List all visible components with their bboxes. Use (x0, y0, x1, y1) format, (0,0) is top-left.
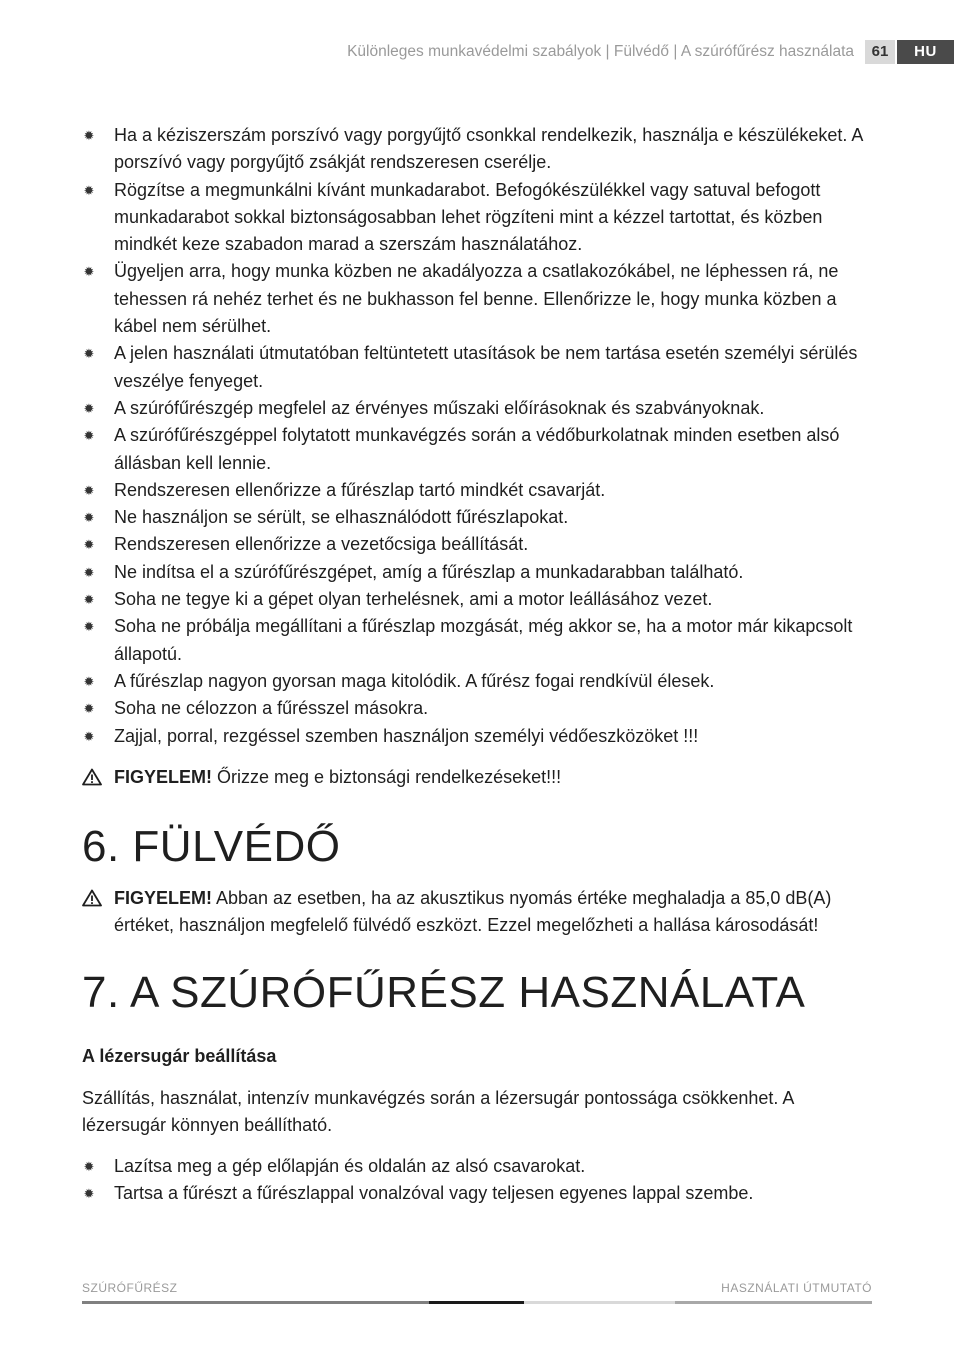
language-badge: HU (897, 40, 954, 64)
footer-bar-segment (524, 1301, 675, 1304)
bullet-icon: ✹ (83, 128, 95, 143)
bullet-icon: ✹ (83, 400, 95, 416)
subheading: A lézersugár beállítása (82, 1046, 277, 1066)
list-item: ✹ Lazítsa meg a gép előlapján és oldalán az alsó csavarokat. (82, 1153, 882, 1180)
list-item: ✹ Ne indítsa el a szúrófűrészgépet, amíg a fűrészlap a munkadarabban található. (82, 559, 882, 586)
list-item: ✹ Soha ne próbálja megállítani a fűrészlap mozgását, még akkor se, ha a motor már kikapcsolt állapotú. (82, 613, 882, 668)
bullet-icon: ✹ (83, 482, 95, 498)
bullet-icon: ✹ (83, 537, 95, 553)
list-item: ✹ Rendszeresen ellenőrizze a vezetőcsiga beállítását. (82, 531, 882, 558)
list-item: ✹ Soha ne tegye ki a gépet olyan terhelésnek, ami a motor leállásához vezet. (82, 586, 882, 613)
paragraph: Szállítás, használat, intenzív munkavégzés során a lézersugár pontossága csökkenhet. A lézersugár könnyen beállítható. (82, 1088, 794, 1136)
steps-list (82, 1153, 882, 1208)
footer-bar-segment (429, 1301, 524, 1304)
warning-icon (82, 889, 102, 907)
bullet-icon: ✹ (83, 182, 95, 198)
running-header: Különleges munkavédelmi szabályok | Fülvédő | A szúrófűrész használata (347, 43, 854, 60)
footer-doc-type: HASZNÁLATI ÚTMUTATÓ (721, 1281, 872, 1295)
warning-label: FIGYELEM! (114, 888, 212, 908)
warning-text: Abban az esetben, ha az akusztikus nyomás értéke meghaladja a 85,0 dB(A) értéket, használjon megfelelő fülvédő eszközt. Ezzel megelőzheti a hallása károsodását! (114, 888, 832, 935)
list-item: ✹ Rögzítse a megmunkálni kívánt munkadarabot. Befogókészülékkel vagy satuval befogott munkadarabot sokkal biztonságosabban lehet rögzíteni mint a kézzel tartottat, és közben mindkét keze szabadon marad a szerszám használatához. (82, 177, 882, 259)
bullet-icon: ✹ (83, 510, 95, 526)
list-item: ✹ A jelen használati útmutatóban feltüntetett utasítások be nem tartása esetén személyi sérülés veszélye fenyeget. (82, 340, 882, 395)
bullet-icon: ✹ (83, 673, 95, 689)
bullet-icon: ✹ (83, 1159, 95, 1174)
warning-text: Őrizze meg e biztonsági rendelkezéseket!!! (212, 767, 562, 787)
bullet-icon: ✹ (83, 1186, 95, 1202)
list-item: ✹ Rendszeresen ellenőrizze a fűrészlap tartó mindkét csavarját. (82, 477, 882, 504)
list-item: ✹ Ne használjon se sérült, se elhasználódott fűrészlapokat. (82, 504, 882, 531)
list-item: ✹ A szúrófűrészgép megfelel az érvényes műszaki előírásoknak és szabványoknak. (82, 395, 882, 422)
section-title-6: 6. FÜLVÉDŐ (82, 822, 341, 871)
bullet-icon: ✹ (83, 619, 95, 635)
list-item: ✹ Zajjal, porral, rezgéssel szemben használjon személyi védőeszközöket !!! (82, 723, 882, 750)
warning-icon (82, 768, 102, 786)
warning-label: FIGYELEM! (114, 767, 212, 787)
list-item: ✹ Ha a kéziszerszám porszívó vagy porgyűjtő csonkkal rendelkezik, használja e készülékeket. A porszívó vagy porgyűjtő zsákját rendszeresen cserélje. (82, 122, 882, 177)
footer-bar-segment (675, 1301, 872, 1304)
list-item: ✹ Soha ne célozzon a fűrésszel másokra. (82, 695, 882, 722)
bullet-icon: ✹ (83, 346, 95, 362)
bullet-icon: ✹ (83, 264, 95, 280)
safety-list (82, 122, 882, 750)
bullet-icon: ✹ (83, 728, 95, 744)
section-title-7: 7. A SZÚRÓFŰRÉSZ HASZNÁLATA (82, 968, 806, 1017)
footer-product: SZÚRÓFŰRÉSZ (82, 1281, 178, 1295)
list-item: ✹ Tartsa a fűrészt a fűrészlappal vonalzóval vagy teljesen egyenes lappal szembe. (82, 1180, 882, 1207)
bullet-icon: ✹ (83, 428, 95, 444)
list-item: ✹ A szúrófűrészgéppel folytatott munkavégzés során a védőburkolatnak minden esetben alsó állásban kell lennie. (82, 422, 882, 477)
page-number: 61 (865, 40, 895, 64)
list-item: ✹ A fűrészlap nagyon gyorsan maga kitolódik. A fűrész fogai rendkívül élesek. (82, 668, 882, 695)
footer-bar-segment (82, 1301, 429, 1304)
bullet-icon: ✹ (83, 592, 95, 608)
list-item: ✹ Ügyeljen arra, hogy munka közben ne akadályozza a csatlakozókábel, ne léphessen rá, ne tehessen rá nehéz terhet és ne bukhasson fel benne. Ellenőrizze le, hogy munka közben a kábel nem sérülhet. (82, 258, 882, 340)
bullet-icon: ✹ (83, 564, 95, 580)
bullet-icon: ✹ (83, 701, 95, 717)
hearing-warning (82, 885, 882, 939)
warning-note (82, 764, 882, 791)
